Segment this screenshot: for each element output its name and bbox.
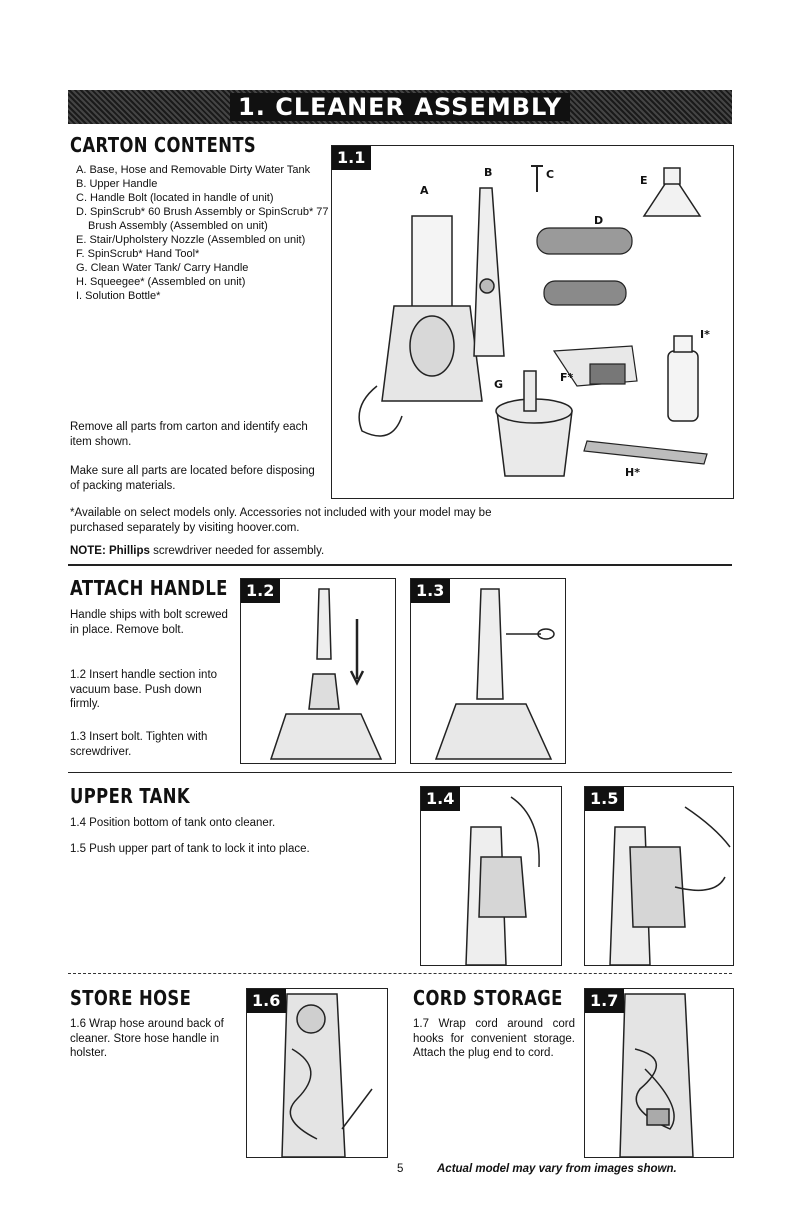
list-item: D. SpinScrub* 60 Brush Assembly or SpinScrub* 77 Brush Assembly (Assembled on unit)	[76, 206, 329, 232]
page-number: 5	[397, 1163, 404, 1175]
part-label-g: G	[494, 378, 504, 391]
part-label-b: B	[484, 166, 493, 179]
figure-1-6	[246, 988, 388, 1158]
attach-step-1-2: 1.2 Insert handle section into vacuum base. Push down firmly.	[70, 669, 218, 710]
carton-paragraph-check: Make sure all parts are located before disposing of packing materials.	[70, 465, 315, 492]
upper-tank-step-1-4: 1.4 Position bottom of tank onto cleaner.	[70, 817, 276, 829]
part-label-d: D	[594, 214, 604, 227]
wrap-cord-illustration	[585, 989, 733, 1157]
store-hose-step-1-6: 1.6 Wrap hose around back of cleaner. Store hose handle in holster.	[70, 1018, 224, 1059]
list-item: E. Stair/Upholstery Nozzle (Assembled on unit)	[76, 234, 306, 246]
section-divider	[68, 973, 732, 975]
figure-badge: 1.3	[411, 579, 450, 603]
list-item: C. Handle Bolt (located in handle of unit)	[76, 192, 274, 204]
section-title: 1. CLEANER ASSEMBLY	[230, 93, 570, 121]
figure-1-1	[331, 145, 734, 499]
figure-badge: 1.1	[332, 146, 371, 170]
part-label-h: H*	[625, 466, 640, 479]
parts-illustration	[332, 146, 733, 498]
attach-handle-heading: ATTACH HANDLE	[70, 576, 228, 600]
figure-badge: 1.2	[241, 579, 280, 603]
figure-1-3	[410, 578, 566, 764]
disclaimer: Actual model may vary from images shown.	[437, 1163, 677, 1175]
note-label: NOTE:	[70, 545, 106, 557]
figure-1-2	[240, 578, 396, 764]
store-hose-heading: STORE HOSE	[70, 986, 192, 1010]
figure-badge: 1.4	[421, 787, 460, 811]
section-divider	[68, 564, 732, 566]
figure-badge: 1.5	[585, 787, 624, 811]
wrap-hose-illustration	[247, 989, 387, 1157]
figure-badge: 1.6	[247, 989, 286, 1013]
part-label-f: F*	[560, 371, 574, 384]
figure-1-5	[584, 786, 734, 966]
carton-footnote: *Available on select models only. Accessories not included with your model may be purchased separately by visiting hoover.com.	[70, 507, 492, 534]
position-tank-illustration	[421, 787, 561, 965]
attach-paragraph-intro: Handle ships with bolt screwed in place. Remove bolt.	[70, 609, 228, 636]
carton-paragraph-remove: Remove all parts from carton and identify each item shown.	[70, 421, 308, 448]
part-label-c: C	[546, 168, 555, 181]
list-item: H. Squeegee* (Assembled on unit)	[76, 276, 246, 288]
insert-bolt-illustration	[411, 579, 565, 763]
carton-contents-list	[70, 163, 330, 303]
insert-handle-illustration	[241, 579, 395, 763]
list-item: I. Solution Bottle*	[76, 290, 161, 302]
figure-1-7	[584, 988, 734, 1158]
figure-1-4	[420, 786, 562, 966]
part-label-e: E	[640, 174, 648, 187]
figure-badge: 1.7	[585, 989, 624, 1013]
list-item: B. Upper Handle	[76, 178, 158, 190]
upper-tank-heading: UPPER TANK	[70, 784, 191, 808]
cord-storage-step-1-7: 1.7 Wrap cord around cord hooks for convenient storage. Attach the plug end to cord.	[413, 1018, 575, 1059]
section-banner	[68, 90, 732, 124]
part-label-i: I*	[700, 328, 710, 341]
carton-contents-heading: CARTON CONTENTS	[70, 133, 257, 157]
list-item: F. SpinScrub* Hand Tool*	[76, 248, 200, 260]
part-label-a: A	[420, 184, 429, 197]
list-item: G. Clean Water Tank/ Carry Handle	[76, 262, 249, 274]
lock-tank-illustration	[585, 787, 733, 965]
upper-tank-step-1-5: 1.5 Push upper part of tank to lock it into place.	[70, 843, 310, 855]
list-item: A. Base, Hose and Removable Dirty Water Tank	[76, 164, 311, 176]
cord-storage-heading: CORD STORAGE	[413, 986, 563, 1010]
assembly-note	[70, 544, 500, 559]
note-tool: Phillips	[108, 545, 150, 557]
note-text: screwdriver needed for assembly.	[153, 545, 325, 557]
attach-step-1-3: 1.3 Insert bolt. Tighten with screwdriver.	[70, 731, 208, 758]
section-divider	[68, 772, 732, 773]
